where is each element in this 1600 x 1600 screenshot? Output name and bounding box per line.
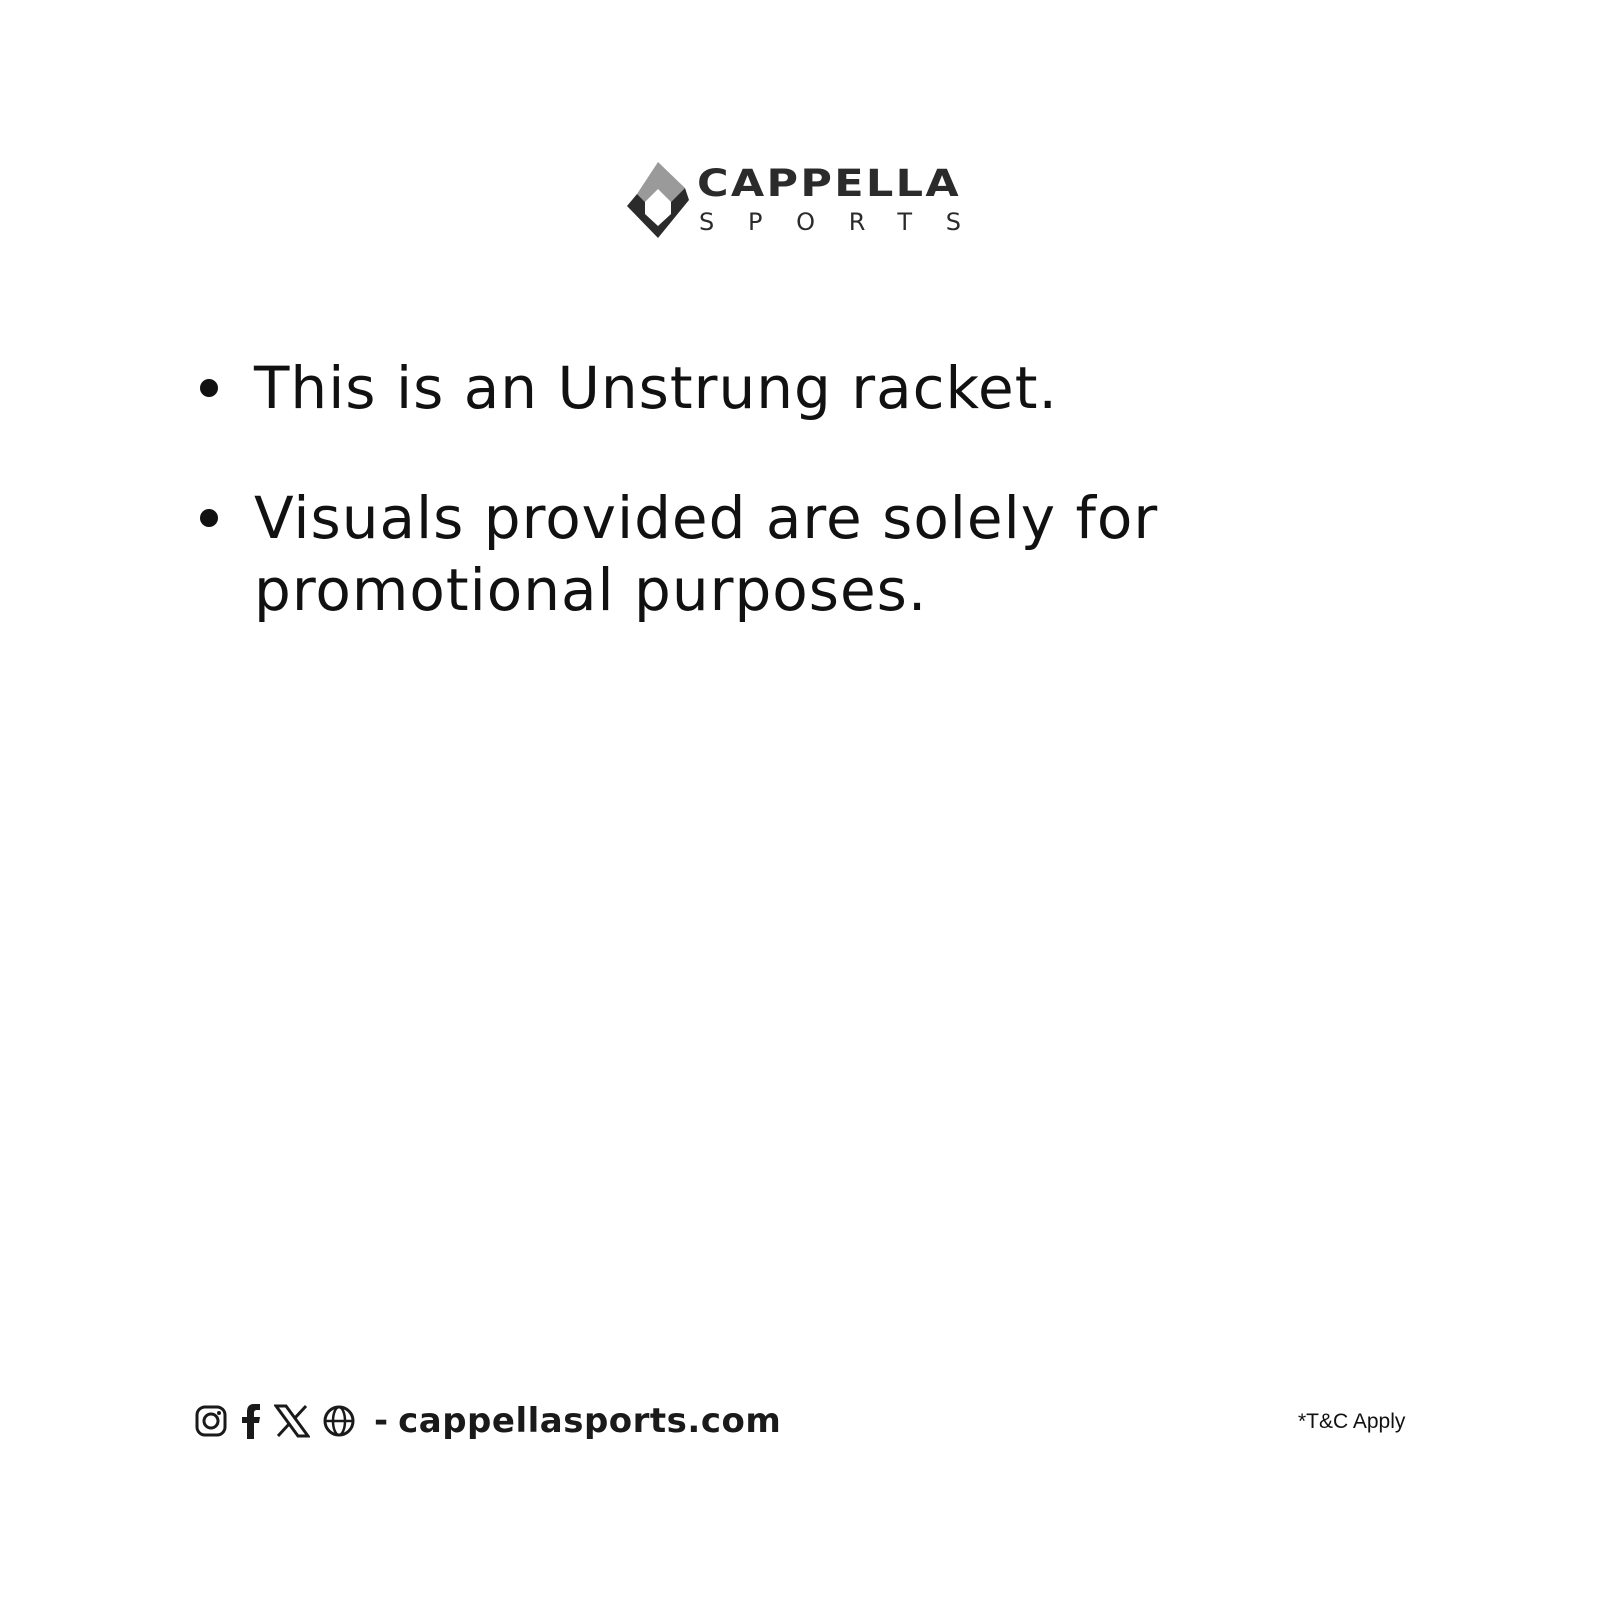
bullet-icon <box>200 379 218 397</box>
footer-separator: - <box>374 1401 389 1441</box>
cappella-logo-mark-icon <box>625 160 691 240</box>
notes-list <box>196 352 1196 684</box>
terms-note: *T&C Apply <box>1298 1410 1406 1433</box>
instagram-icon[interactable] <box>194 1401 228 1441</box>
facebook-icon[interactable] <box>240 1401 262 1441</box>
brand-name-line2: SPORTS <box>699 208 961 236</box>
list-item <box>196 352 1196 424</box>
note-text: Visuals provided are solely for promotional purposes. <box>254 484 1159 624</box>
bullet-icon <box>200 509 218 527</box>
brand-wordmark <box>697 160 965 240</box>
note-text: This is an Unstrung racket. <box>254 354 1058 422</box>
globe-icon[interactable] <box>322 1401 356 1441</box>
x-icon[interactable] <box>274 1401 310 1441</box>
brand-logo <box>625 160 965 240</box>
website-link[interactable]: cappellasports.com <box>398 1401 782 1441</box>
list-item <box>196 482 1196 626</box>
footer-social-bar <box>194 1398 781 1444</box>
brand-name-line1: CAPPELLA <box>697 162 961 205</box>
